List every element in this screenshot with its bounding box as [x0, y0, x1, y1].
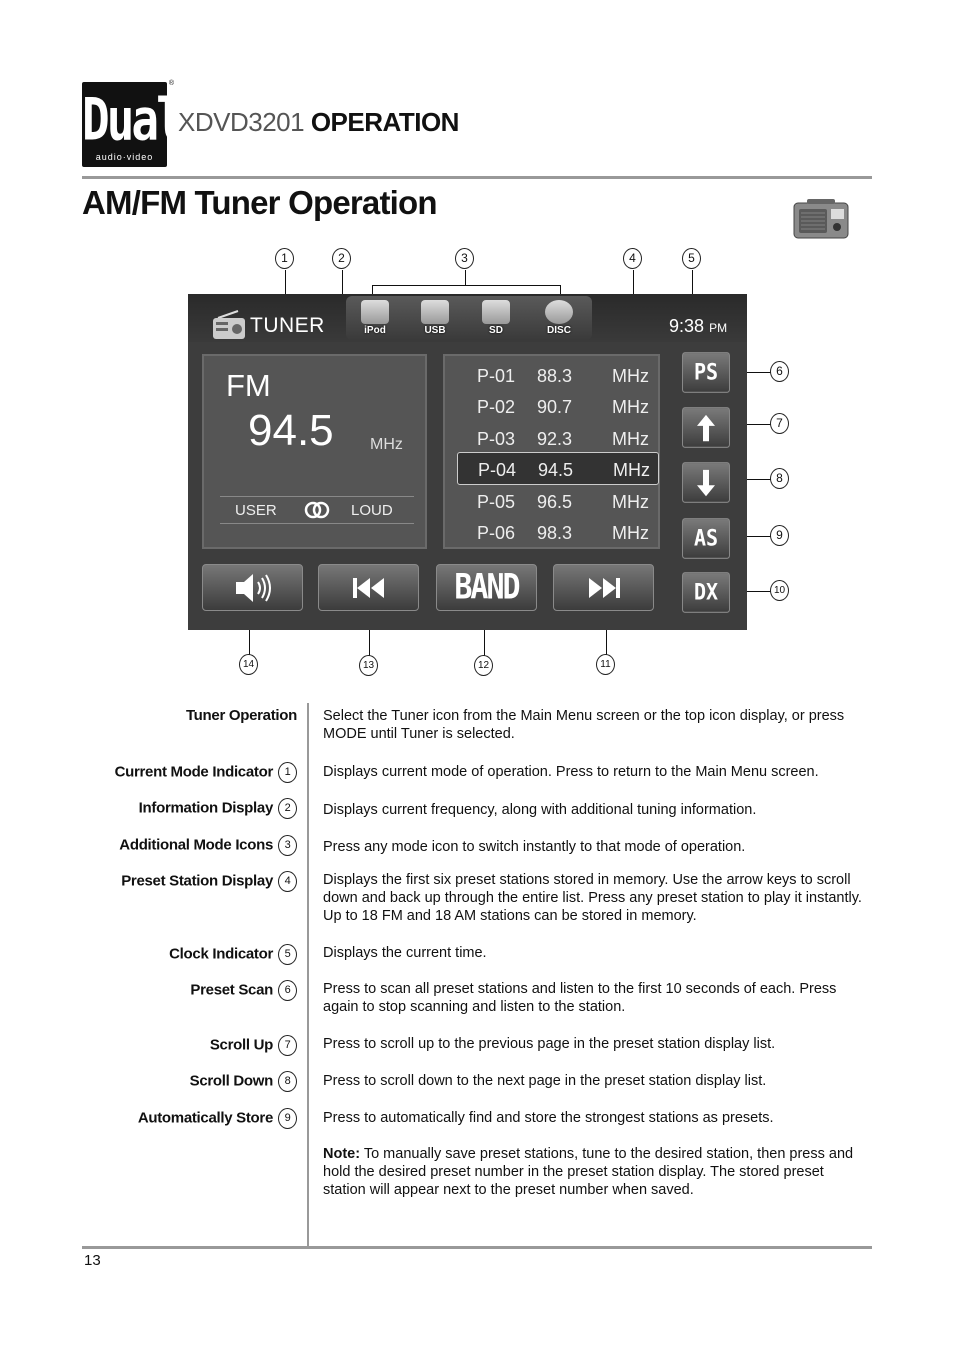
- callout-11: 11: [596, 654, 615, 675]
- header-rule: [82, 176, 872, 179]
- callout-10: 10: [770, 580, 789, 601]
- desc-tuner-operation: Select the Tuner icon from the Main Menu screen or the top icon display, or press MODE until Tuner is selected.: [323, 708, 845, 742]
- dual-logo: [82, 80, 181, 167]
- arrow-up-icon: [696, 414, 716, 443]
- preset-number: P-02: [477, 397, 516, 417]
- term-number: 5: [278, 944, 297, 965]
- disc-icon: [545, 300, 573, 324]
- dx-local-button[interactable]: DX: [682, 572, 730, 613]
- term-label: Information Display: [138, 799, 273, 817]
- term-preset-station-display: [121, 871, 297, 892]
- callout-5: 5: [682, 248, 701, 269]
- term-scroll-down: [190, 1071, 297, 1092]
- seek-forward-button[interactable]: [553, 564, 654, 611]
- term-label: Clock Indicator: [169, 945, 273, 963]
- page-title: AM/FM Tuner Operation: [82, 184, 437, 221]
- callout-13: 13: [359, 655, 378, 676]
- frequency-unit: MHz: [370, 436, 403, 453]
- callout-14: 14: [239, 654, 258, 675]
- preset-row-selected[interactable]: [457, 452, 659, 485]
- note-text: To manually save preset stations, tune to the desired station, then press and hold the desired preset number in the preset station display. The stored preset station will appear next to the preset number when saved.: [323, 1146, 854, 1198]
- section-label: OPERATION: [310, 107, 459, 137]
- tuning-options: [220, 496, 414, 524]
- desc-scroll-down: Press to scroll down to the next page in the preset station display list.: [323, 1073, 767, 1089]
- logo-subtitle: audio·video: [95, 152, 154, 162]
- desc-clock-indicator: Displays the current time.: [323, 945, 487, 961]
- preset-frequency: 94.5: [538, 460, 574, 480]
- preset-row[interactable]: [445, 516, 658, 547]
- preset-frequency: 90.7: [537, 397, 573, 417]
- mode-usb-label: USB: [424, 325, 446, 336]
- skip-back-icon: [351, 576, 387, 600]
- preset-row[interactable]: [445, 359, 658, 390]
- term-number: 1: [278, 762, 297, 783]
- auto-store-button[interactable]: AS: [682, 518, 730, 559]
- tuner-screen: [188, 294, 747, 630]
- mode-ipod-label: iPod: [364, 325, 386, 336]
- term-tuner-operation: [186, 707, 297, 724]
- logo-registered: ®: [168, 80, 174, 87]
- clock-ampm: PM: [709, 321, 728, 335]
- seek-back-button[interactable]: [318, 564, 419, 611]
- model-heading: [178, 107, 459, 138]
- term-label: Scroll Up: [209, 1036, 273, 1054]
- scroll-up-button[interactable]: [682, 407, 730, 448]
- loudness-label: LOUD: [351, 502, 393, 519]
- preset-number: P-06: [477, 523, 516, 543]
- information-display: [202, 354, 427, 549]
- mode-sd-label: SD: [489, 325, 503, 336]
- preset-unit: MHz: [612, 523, 649, 543]
- callout-3: 3: [455, 248, 474, 269]
- scroll-down-button[interactable]: [682, 462, 730, 503]
- mode-disc[interactable]: [536, 300, 582, 338]
- term-additional-mode-icons: [119, 835, 297, 856]
- desc-preset-scan: Press to scan all preset stations and listen to the first 10 seconds of each. Press again to stop scanning and listen to the station.: [323, 981, 837, 1015]
- additional-mode-icons: [346, 296, 592, 340]
- preset-row[interactable]: [445, 390, 658, 421]
- term-number: 2: [278, 798, 297, 819]
- term-number: 7: [278, 1035, 297, 1056]
- preset-scan-button[interactable]: PS: [682, 352, 730, 393]
- logo-word: Dual: [82, 85, 181, 153]
- term-label: Current Mode Indicator: [114, 763, 273, 781]
- note-label: Note:: [323, 1146, 361, 1162]
- callout-9: 9: [770, 525, 789, 546]
- mode-ipod[interactable]: [352, 300, 398, 338]
- current-mode-indicator[interactable]: TUNER: [250, 314, 325, 337]
- term-current-mode: [115, 762, 297, 783]
- table-divider: [307, 703, 309, 1248]
- preset-frequency: 88.3: [537, 366, 573, 386]
- term-number: 4: [278, 871, 297, 892]
- callout-12: 12: [474, 655, 493, 676]
- ipod-icon: [361, 300, 389, 324]
- desc-additional-mode-icons: Press any mode icon to switch instantly to that mode of operation.: [323, 839, 746, 855]
- term-clock-indicator: [169, 944, 297, 965]
- term-automatically-store: [138, 1108, 297, 1129]
- mode-sd[interactable]: [473, 300, 519, 338]
- mute-button[interactable]: [202, 564, 303, 611]
- callout-4: 4: [623, 248, 642, 269]
- preset-number: P-03: [477, 429, 516, 449]
- user-eq-label: USER: [235, 502, 277, 519]
- tuner-radio-icon[interactable]: [212, 310, 246, 340]
- term-number: 9: [278, 1108, 297, 1129]
- term-preset-scan: [190, 980, 297, 1001]
- footer-rule: [82, 1246, 872, 1249]
- leader-3: [465, 270, 466, 285]
- skip-forward-icon: [586, 576, 622, 600]
- term-information-display: [139, 798, 297, 819]
- term-label: Automatically Store: [137, 1109, 273, 1127]
- preset-unit: MHz: [613, 460, 650, 480]
- band-button[interactable]: [436, 564, 537, 611]
- callout-1: 1: [275, 248, 294, 269]
- term-scroll-up: [210, 1035, 297, 1056]
- preset-row[interactable]: [445, 485, 658, 516]
- mode-usb[interactable]: [412, 300, 458, 338]
- desc-current-mode: Displays current mode of operation. Press to return to the Main Menu screen.: [323, 764, 819, 780]
- preset-row[interactable]: [445, 422, 658, 453]
- stereo-icon: [304, 501, 330, 519]
- usb-icon: [421, 300, 449, 324]
- term-label: Preset Station Display: [121, 872, 273, 890]
- clock-time: 9:38: [669, 316, 705, 336]
- preset-number: P-05: [477, 492, 516, 512]
- preset-frequency: 98.3: [537, 523, 573, 543]
- desc-preset-station-display: Displays the first six preset stations stored in memory. Use the arrow keys to scroll down and back up through the entire list. Press any preset station to play it instantly. Up to 18 FM and 18 AM stations can be stored in memory.: [323, 872, 862, 924]
- preset-unit: MHz: [612, 397, 649, 417]
- preset-station-display: [443, 354, 660, 549]
- term-label: Preset Scan: [190, 981, 273, 999]
- term-label: Tuner Operation: [185, 707, 297, 724]
- term-number: 6: [278, 980, 297, 1001]
- term-label: Scroll Down: [189, 1072, 273, 1090]
- note-paragraph: [323, 1145, 863, 1199]
- arrow-down-icon: [696, 469, 716, 498]
- desc-information-display: Displays current frequency, along with additional tuning information.: [323, 802, 757, 818]
- term-label: Additional Mode Icons: [119, 836, 273, 854]
- sd-card-icon: [482, 300, 510, 324]
- desc-scroll-up: Press to scroll up to the previous page in the preset station display list.: [323, 1036, 776, 1052]
- band-button-label: BAND: [454, 567, 519, 608]
- speaker-icon: [233, 571, 273, 605]
- preset-frequency: 96.5: [537, 492, 573, 512]
- page-number: 13: [84, 1252, 101, 1269]
- radio-icon: [793, 199, 849, 239]
- term-number: 3: [278, 835, 297, 856]
- mode-disc-label: DISC: [547, 325, 571, 336]
- callout-8: 8: [770, 468, 789, 489]
- preset-frequency: 92.3: [537, 429, 573, 449]
- leader-3-bracket: [372, 285, 561, 286]
- preset-unit: MHz: [612, 429, 649, 449]
- model-number: XDVD3201: [178, 107, 305, 137]
- term-number: 8: [278, 1071, 297, 1092]
- preset-number: P-01: [477, 366, 516, 386]
- callout-7: 7: [770, 413, 789, 434]
- preset-unit: MHz: [612, 366, 649, 386]
- band-indicator: FM: [226, 368, 271, 403]
- callout-6: 6: [770, 361, 789, 382]
- clock-indicator: [669, 316, 727, 337]
- desc-automatically-store: Press to automatically find and store the strongest stations as presets.: [323, 1110, 774, 1126]
- current-frequency: 94.5: [248, 406, 334, 455]
- callout-2: 2: [332, 248, 351, 269]
- preset-number: P-04: [478, 460, 517, 480]
- preset-unit: MHz: [612, 492, 649, 512]
